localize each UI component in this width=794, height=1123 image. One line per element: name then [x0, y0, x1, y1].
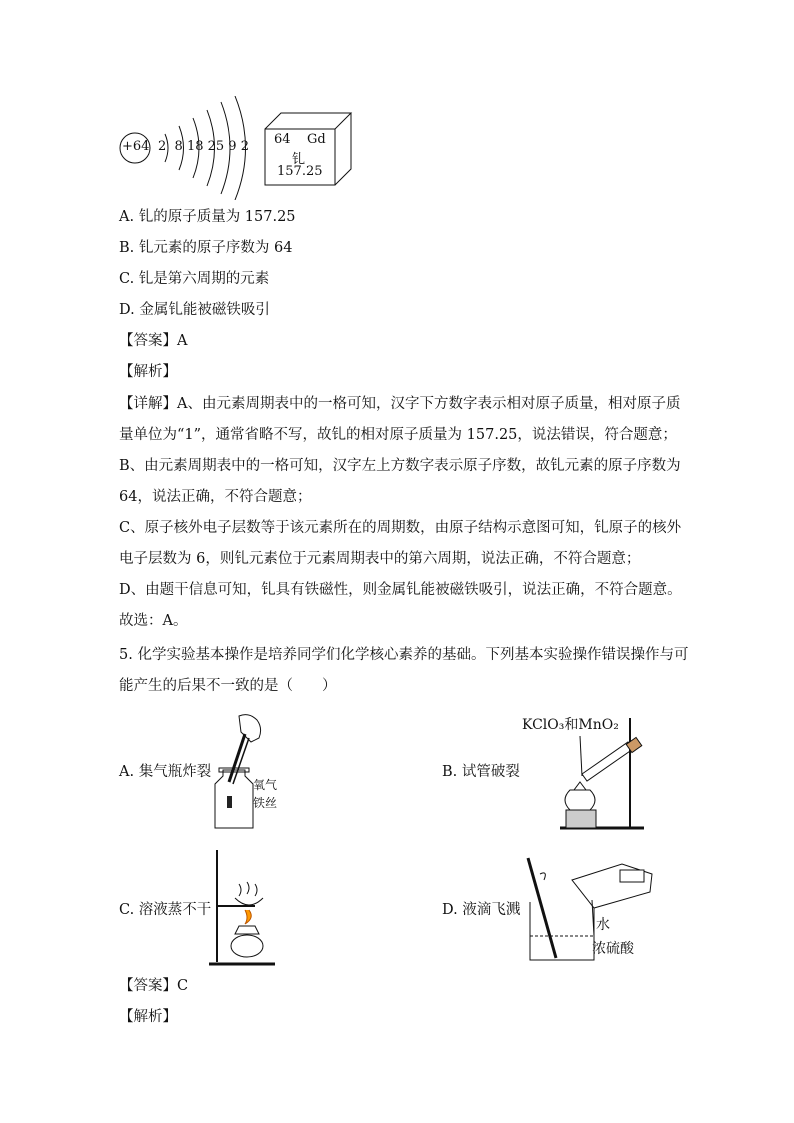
q5-option-b-label: B. 试管破裂	[442, 764, 520, 780]
q4-detail-line: B、由元素周期表中的一格可知，汉字左上方数字表示原子序数，故钆元素的原子序数为	[119, 458, 681, 474]
q5-option-a-label: A. 集气瓶炸裂	[119, 764, 212, 780]
label-water: 水	[596, 917, 610, 933]
label-oxygen: 氧气	[253, 778, 278, 792]
q5-stem-line: 5. 化学实验基本操作是培养同学们化学核心素养的基础。下列基本实验操作错误操作与可	[119, 647, 689, 663]
q4-detail-line: 量单位为“1”，通常省略不写，故钆的相对原子质量为 157.25，说法错误，符合题意；	[119, 427, 677, 443]
q4-detail-line: 故选：A。	[119, 613, 188, 629]
q4-option-c: C. 钆是第六周期的元素	[119, 271, 270, 287]
q4-detail-line: C、原子核外电子层数等于该元素所在的周期数，由原子结构示意图可知，钆原子的核外	[119, 520, 682, 536]
q4-detail-line: 电子层数为 6，则钆元素位于元素周期表中的第六周期，说法正确，不符合题意；	[119, 551, 641, 567]
figure-c-evaporation	[205, 848, 285, 968]
q4-option-d: D. 金属钆能被磁铁吸引	[119, 302, 270, 318]
q5-option-d-label: D. 液滴飞溅	[442, 902, 521, 918]
cell-atomic-number: 64	[274, 132, 291, 147]
cell-symbol: Gd	[307, 132, 326, 147]
q4-answer: 【答案】A	[119, 333, 188, 349]
atom-structure-figure	[118, 96, 358, 200]
q5-answer: 【答案】C	[119, 978, 189, 994]
q4-detail-line: 【详解】A、由元素周期表中的一格可知，汉字下方数字表示相对原子质量，相对原子质	[119, 396, 681, 412]
q5-option-c-label: C. 溶液蒸不干	[119, 902, 212, 918]
q4-option-a: A. 钆的原子质量为 157.25	[119, 209, 296, 225]
label-reagent: KClO₃和MnO₂	[522, 717, 619, 733]
q5-analysis-heading: 【解析】	[119, 1009, 177, 1025]
cell-name: 钆	[292, 152, 306, 167]
figure-d-dilution	[522, 850, 672, 966]
q4-analysis-heading: 【解析】	[119, 364, 177, 380]
electron-shells-label: 2 8 18 25 9 2	[158, 139, 249, 154]
label-conc-acid: 浓硫酸	[592, 941, 634, 957]
nucleus-label: +64	[122, 139, 150, 154]
q4-detail-line: D、由题干信息可知，钆具有铁磁性，则金属钆能被磁铁吸引，说法正确，不符合题意。	[119, 582, 682, 598]
figure-b-test-tube-heating	[520, 714, 670, 836]
q4-detail-line: 64，说法正确，不符合题意；	[119, 489, 312, 505]
q5-stem-line: 能产生的后果不一致的是（ ）	[119, 678, 337, 694]
q4-option-b: B. 钆元素的原子序数为 64	[119, 240, 293, 256]
label-iron-wire: 铁丝	[253, 796, 278, 810]
figure-a-gas-bottle	[205, 712, 278, 832]
cell-mass: 157.25	[277, 164, 323, 179]
